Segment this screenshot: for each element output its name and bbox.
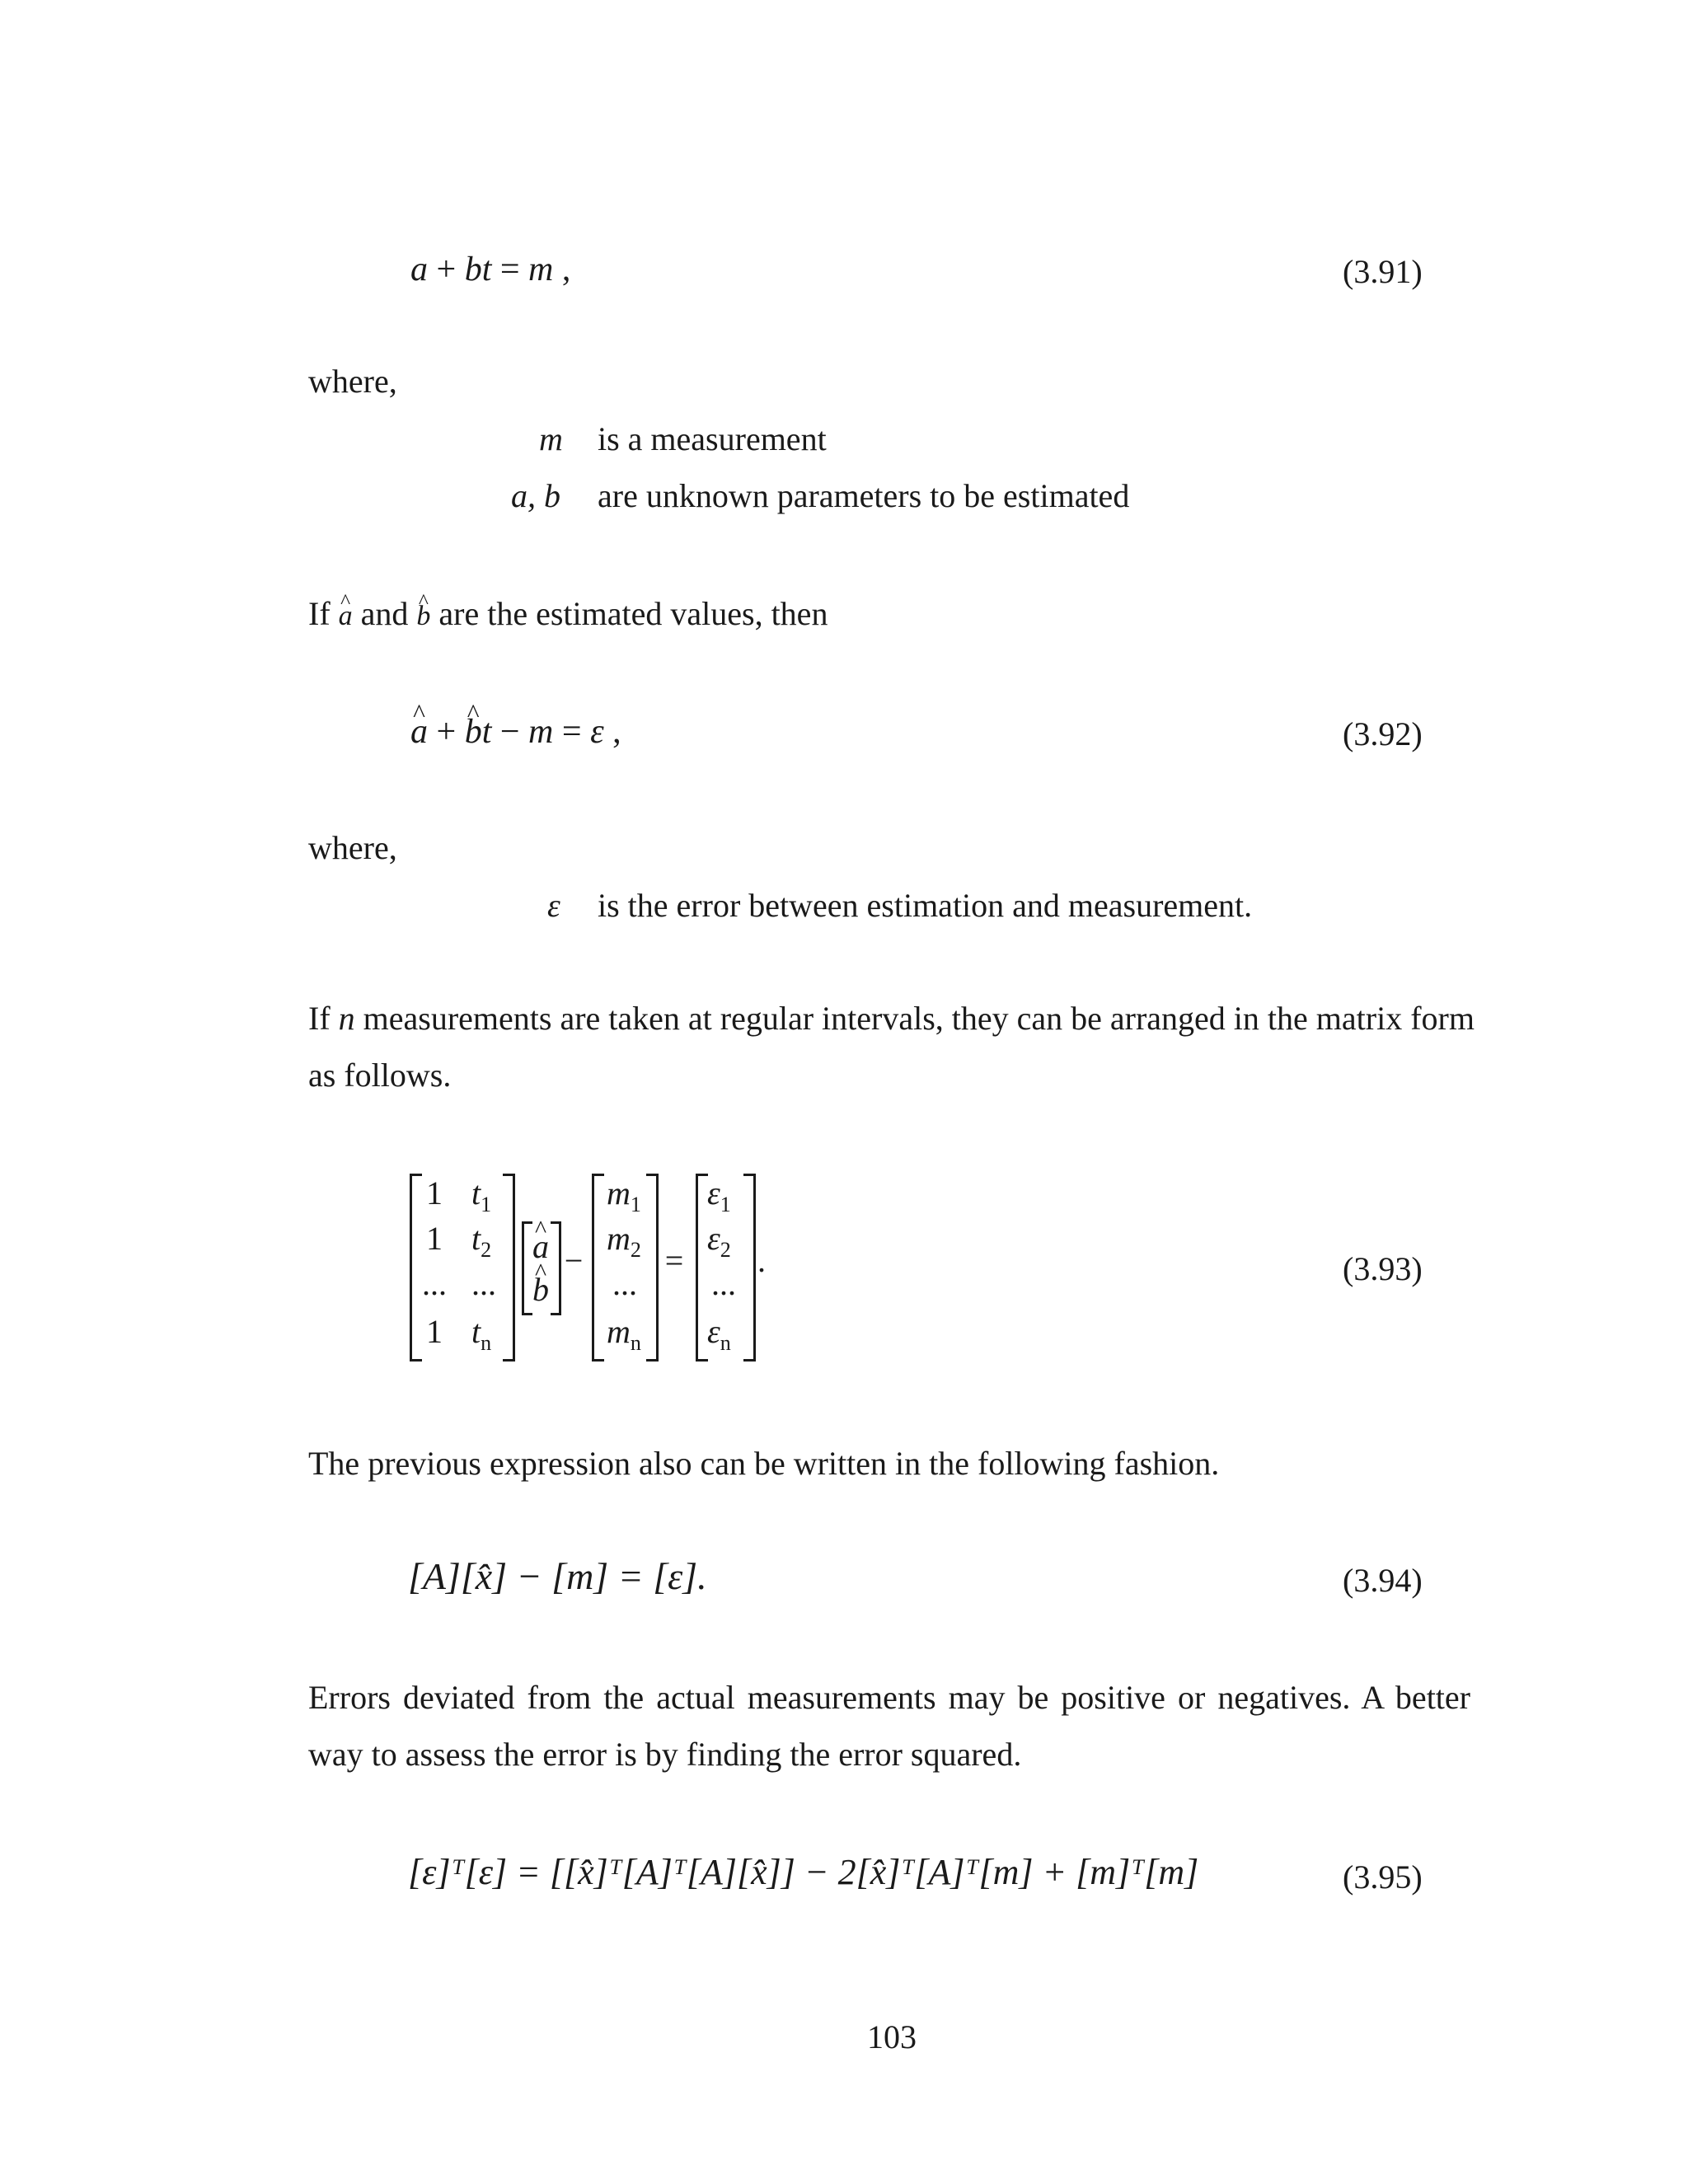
- eq-term: m: [528, 251, 554, 288]
- matrix-cell: 1: [426, 1220, 443, 1257]
- equation-3-95: [ε]ᵀ[ε] = [[x̂]ᵀ[A]ᵀ[A][x̂]] − 2[x̂]ᵀ[A]ᵀ[m] + [m]ᵀ[m]: [408, 1852, 1199, 1892]
- cell-base: m: [607, 1313, 631, 1350]
- a-hat: ^ a: [339, 602, 353, 630]
- n-symbol: n: [338, 1000, 355, 1037]
- cell-subscript: 2: [630, 1238, 641, 1262]
- cell-base: ε: [707, 1174, 720, 1212]
- bracket-right: [646, 1174, 659, 1361]
- equals-sign: =: [664, 1242, 684, 1279]
- bracket-left: [592, 1174, 604, 1361]
- vector-cell: ...: [711, 1265, 736, 1302]
- bracket-right: [503, 1174, 515, 1361]
- equation-number: (3.94): [1343, 1562, 1423, 1599]
- cell-base: t: [471, 1220, 481, 1257]
- vector-cell: [607, 1174, 641, 1216]
- cell-subscript: 2: [720, 1238, 731, 1262]
- paragraph-errors-line1: Errors deviated from the actual measurements may be positive or negatives. A better: [308, 1679, 1470, 1716]
- def-symbol: ε: [547, 887, 560, 924]
- vector-cell: [707, 1174, 731, 1216]
- b-hat: ^ b: [416, 602, 430, 630]
- equation-number: (3.93): [1343, 1250, 1423, 1287]
- cell-subscript: 1: [720, 1193, 731, 1216]
- def-text: is a measurement: [598, 420, 827, 457]
- eq-punct: ,: [603, 713, 621, 751]
- cell-base: ε: [707, 1220, 720, 1257]
- eq-term: ^ a: [410, 715, 428, 749]
- a-hat: ^ a: [532, 1230, 549, 1263]
- cell-subscript: n: [720, 1331, 731, 1355]
- def-symbol: a, b: [511, 477, 560, 514]
- eq-term: ^ b: [465, 715, 482, 749]
- eq-operator: +: [428, 251, 465, 288]
- paragraph-errors-line2: way to assess the error is by finding the error squared.: [308, 1736, 1022, 1773]
- cell-subscript: n: [630, 1331, 641, 1355]
- b-hat: ^ b: [532, 1273, 549, 1306]
- paragraph-matrix-line1: [308, 1002, 1475, 1035]
- vector-cell: [707, 1315, 731, 1354]
- matrix-cell: 1: [426, 1313, 443, 1350]
- cell-base: ε: [707, 1313, 720, 1350]
- cell-base: t: [471, 1313, 481, 1350]
- eq-punct: ,: [553, 251, 571, 288]
- eq-term: a: [410, 251, 428, 288]
- vector-cell: ...: [612, 1265, 637, 1302]
- cell-subscript: 1: [630, 1193, 641, 1216]
- text-span: measurements are taken at regular intervals, they can be arranged in the matrix form: [354, 1000, 1475, 1037]
- def-symbol: m: [539, 420, 563, 457]
- eq-operator: =: [491, 251, 529, 288]
- eq-term: bt: [464, 251, 492, 288]
- eq-term: m: [528, 713, 554, 751]
- equation-3-92: [410, 715, 621, 749]
- equation-number: (3.92): [1343, 715, 1423, 752]
- where-label: where,: [308, 829, 397, 866]
- period: .: [757, 1242, 766, 1279]
- vector-cell: [707, 1222, 731, 1261]
- cell-base: t: [471, 1174, 481, 1212]
- bracket-left: [696, 1174, 708, 1361]
- matrix-cell: [471, 1222, 491, 1261]
- def-text: are unknown parameters to be estimated: [598, 477, 1130, 514]
- matrix-cell: ...: [471, 1265, 496, 1302]
- equation-3-94: [A][x̂] − [m] = [ε].: [408, 1555, 707, 1597]
- equation-3-91: [410, 252, 570, 287]
- eq-operator: −: [491, 713, 529, 751]
- vector-cell: [607, 1222, 641, 1261]
- eq-operator: +: [428, 713, 465, 751]
- def-text: is the error between estimation and measurement.: [598, 887, 1253, 924]
- cell-subscript: 1: [481, 1193, 492, 1216]
- where-label: where,: [308, 363, 397, 400]
- equation-number: (3.95): [1343, 1858, 1423, 1896]
- equation-number: (3.91): [1343, 253, 1423, 290]
- vector-cell: [607, 1315, 641, 1354]
- text-span: If: [308, 595, 331, 632]
- text-span: and: [360, 595, 409, 632]
- matrix-cell: [471, 1174, 492, 1216]
- paragraph-matrix-line2: as follows.: [308, 1057, 452, 1094]
- bracket-right: [743, 1174, 756, 1361]
- matrix-cell: [471, 1315, 491, 1354]
- eq-term: ε: [590, 713, 604, 751]
- matrix-cell: 1: [426, 1174, 443, 1212]
- paragraph-previous-expression: The previous expression also can be written in the following fashion.: [308, 1445, 1220, 1482]
- eq-term: t: [481, 713, 492, 751]
- cell-subscript: 2: [481, 1238, 492, 1262]
- minus-sign: −: [564, 1242, 584, 1279]
- page-number: 103: [867, 2018, 917, 2055]
- eq-operator: =: [553, 713, 591, 751]
- text-span: If: [308, 1000, 339, 1037]
- cell-base: m: [607, 1220, 631, 1257]
- cell-subscript: n: [481, 1331, 492, 1355]
- vector-cell: [528, 1273, 553, 1306]
- paragraph-estimated-values: [308, 595, 828, 632]
- cell-base: m: [607, 1174, 631, 1212]
- matrix-cell: ...: [422, 1265, 447, 1302]
- text-span: are the estimated values, then: [438, 595, 828, 632]
